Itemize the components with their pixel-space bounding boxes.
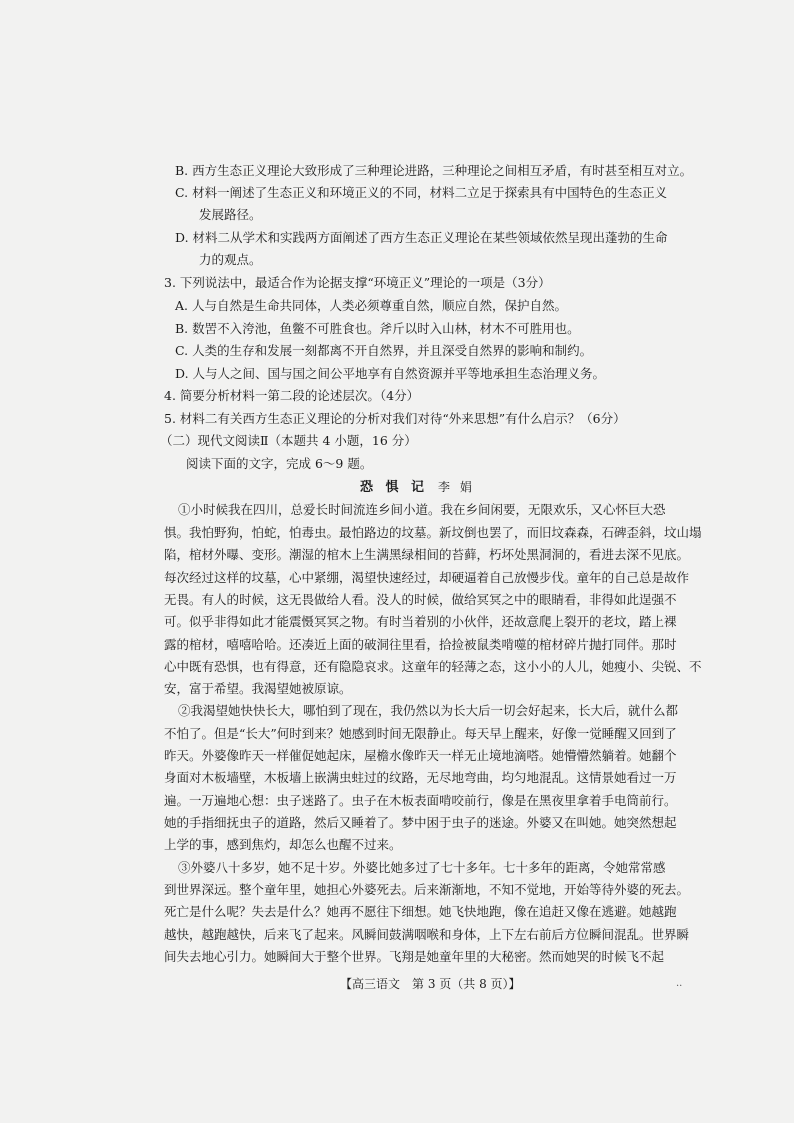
- q3-stem: 3. 下列说法中，最适合作为论据支撑“环境正义”理论的一项是（3分）: [164, 275, 551, 290]
- article-line: 她的手指细抚虫子的道路，然后又睡着了。梦中困于虫子的迷途。外婆又在叫她。她突然想起: [164, 815, 677, 830]
- q2-option-d-line2: 力的观点。: [199, 252, 262, 267]
- article-title-block: [360, 478, 475, 497]
- corner-mark: ..: [676, 978, 683, 989]
- q3-option-b: B. 数罟不入洿池，鱼鳖不可胜食也。斧斤以时入山林，材木不可胜用也。: [175, 321, 580, 336]
- article-author: 李 娟: [438, 480, 475, 494]
- article-line: ②我渴望她快快长大，哪怕到了现在，我仍然以为长大后一切会好起来，长大后，就什么都: [178, 703, 679, 718]
- article-line: 上学的事，感到焦灼，却怎么也醒不过来。: [164, 837, 402, 852]
- article-line: 身面对木板墙壁，木板墙上嵌满虫蛀过的纹路，无尽地弯曲，均匀地混乱。这情景她看过一万: [164, 770, 677, 785]
- article-line: 惧。我怕野狗，怕蛇，怕毒虫。最怕路边的坟墓。新坟倒也罢了，而旧坟森森，石碑歪斜，坟山塌: [164, 525, 702, 540]
- q3-option-c: C. 人类的生存和发展一刻都离不开自然界，并且深受自然界的影响和制约。: [175, 343, 593, 358]
- article-line: 死亡是什么呢？失去是什么？她再不愿往下细想。她飞快地跑，像在追赶又像在逃避。她越跑: [164, 904, 677, 919]
- article-line: 到世界深远。整个童年里，她担心外婆死去。后来渐渐地，不知不觉地，开始等待外婆的死去。: [164, 882, 690, 897]
- q2-option-b: B. 西方生态正义理论大致形成了三种理论进路，三种理论之间相互矛盾，有时甚至相互对立。: [175, 163, 693, 178]
- q2-option-c-line1: C. 材料一阐述了生态正义和环境正义的不同，材料二立足于探索具有中国特色的生态正义: [175, 185, 668, 200]
- article-line: 无畏。有人的时候，这无畏做给人看。没人的时候，做给冥冥之中的眼睛看，非得如此逞强不: [164, 592, 677, 607]
- q2-option-d-line1: D. 材料二从学术和实践两方面阐述了西方生态正义理论在某些领域依然呈现出蓬勃的生命: [175, 230, 668, 245]
- article-line: 越快，越跑越快，后来飞了起来。风瞬间鼓满咽喉和身体，上下左右前后方位瞬间混乱。世界瞬: [164, 927, 690, 942]
- article-line: 不怕了。但是“长大”何时到来？她感到时间无限静止。每天早上醒来，好像一觉睡醒又回到了: [164, 726, 677, 741]
- page-footer: 【高三语文 第 3 页（共 8 页）】: [340, 977, 521, 991]
- q5-stem: 5. 材料二有关西方生态正义理论的分析对我们对待“外来思想”有什么启示？（6分）: [164, 411, 626, 426]
- q3-option-a: A. 人与自然是生命共同体，人类必须尊重自然，顺应自然，保护自然。: [175, 298, 567, 313]
- article-line: ③外婆八十多岁，她不足十岁。外婆比她多过了七十多年。七十多年的距离，令她常常感: [178, 860, 666, 875]
- article-line: 间失去地心引力。她瞬间大于整个世界。飞翔是她童年里的大秘密。然而她哭的时候飞不起: [164, 949, 665, 964]
- article-line: 遍。一万遍地心想：虫子迷路了。虫子在木板表面啃咬前行，像是在黑夜里拿着手电筒前行。: [164, 793, 677, 808]
- q2-option-c-line2: 发展路径。: [199, 207, 262, 222]
- article-line: 陷，棺材外曝、变形。潮湿的棺木上生满黑绿相间的苔藓，朽坏处黑洞洞的，看进去深不见底。: [164, 547, 690, 562]
- q4-stem: 4. 简要分析材料一第二段的论述层次。（4分）: [164, 388, 420, 403]
- q3-option-d: D. 人与人之间、国与国之间公平地享有自然资源并平等地承担生态治理义务。: [175, 366, 606, 381]
- article-line: 心中既有恐惧，也有得意，还有隐隐哀求。这童年的轻薄之态，这小小的人儿，她瘦小、尖锐、不: [164, 659, 702, 674]
- article-line: ①小时候我在四川，总爱长时间流连乡间小道。我在乡间闲要，无限欢乐，又心怀巨大恐: [178, 502, 666, 517]
- article-line: 昨天。外婆像昨天一样催促她起床，屋檐水像昨天一样无止境地滴嗒。她懵懵然躺着。她翻个: [164, 748, 677, 763]
- article-line: 每次经过这样的坟墓，心中紧绷，渴望快速经过，却硬逼着自己放慢步伐。童年的自己总是故作: [164, 570, 690, 585]
- section-heading: （二）现代文阅读Ⅱ（本题共 4 小题，16 分）: [160, 433, 417, 448]
- reading-instruction: 阅读下面的文字，完成 6～9 题。: [186, 456, 373, 471]
- article-title: 恐 惧 记: [360, 480, 429, 495]
- article-line: 安，富于希望。我渴望她被原谅。: [164, 681, 352, 696]
- article-line: 露的棺材，嘻嘻哈哈。还凑近上面的破洞往里看，拾捡被鼠类啃噬的棺材碎片抛打同伴。那时: [164, 637, 677, 652]
- article-line: 可。似乎非得如此才能震慑冥冥之物。有时当着别的小伙伴，还故意爬上裂开的老坟，踏上裸: [164, 614, 677, 629]
